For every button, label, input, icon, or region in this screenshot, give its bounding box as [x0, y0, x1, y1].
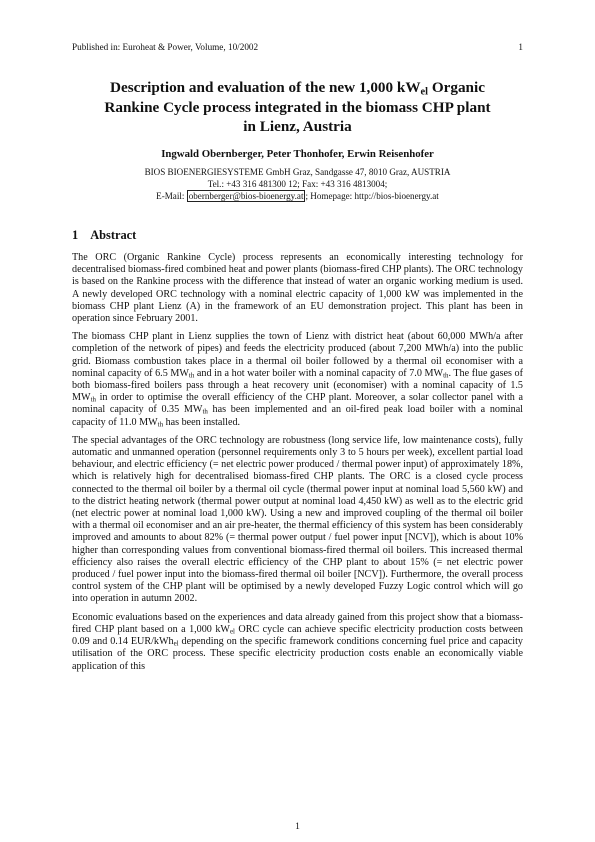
- paragraph-4: [72, 612, 523, 673]
- title-line-1: [72, 78, 523, 98]
- affiliation-address: BIOS BIOENERGIESYSTEME GmbH Graz, Sandgasse 47, 8010 Graz, AUSTRIA: [144, 167, 451, 177]
- email-label: E-Mail:: [156, 191, 187, 201]
- paper-title: [72, 78, 523, 137]
- sub-el: el: [229, 628, 235, 636]
- p2-e: has been implemented and an oil-fired peak load boiler with a nominal capacity of 11.0 MW: [72, 404, 523, 428]
- p2-a: The biomass CHP plant in Lienz supplies the town of Lienz with district heat (about 60,000 MWh/a after completion of the network of pipes) and feeds the electricity produced (about 7,200 MWh/a) into the public grid. Biomass combustion takes place in a thermal oil boiler followed by a thermal oil economiser with a nominal capacity of 6.5 MW: [72, 331, 523, 379]
- title-line-3: in Lienz, Austria: [243, 118, 352, 135]
- sub-th: th: [90, 396, 96, 404]
- title-subscript: el: [420, 86, 429, 98]
- header-page-number: 1: [518, 42, 523, 52]
- p2-f: has been installed.: [163, 416, 241, 428]
- sub-el: el: [173, 640, 179, 648]
- section-title: Abstract: [90, 228, 137, 242]
- affiliation: [72, 166, 523, 202]
- publication-info: Published in: Euroheat & Power, Volume, 10/2002: [72, 42, 259, 52]
- section-heading: [72, 228, 136, 243]
- title-line-2: Rankine Cycle process integrated in the biomass CHP plant: [104, 98, 491, 116]
- affiliation-contact: [72, 190, 523, 202]
- paragraph-2: [72, 331, 523, 429]
- affiliation-phone: Tel.: +43 316 481300 12; Fax: +43 316 4813004;: [207, 179, 388, 189]
- sub-th: th: [157, 421, 164, 429]
- authors: Ingwald Obernberger, Peter Thonhofer, Erwin Reisenhofer: [161, 148, 434, 160]
- paragraph-1: The ORC (Organic Rankine Cycle) process represents an economically interesting technology for decentralised biomass-fired combined heat and power plants (biomass-fired CHP plants). The ORC technology is based on the Rankine process with the difference that instead of water an organic working medium is used. A newly developed ORC technology with a nominal electric capacity of 1,000 kW was implemented in the biomass CHP plant Lienz (A) in the framework of an EU demonstration project. This plant has been in operation since February 2001.: [72, 252, 523, 325]
- section-number: 1: [72, 228, 79, 242]
- running-header: [72, 42, 523, 52]
- sub-th: th: [443, 372, 449, 380]
- p4-b: ORC cycle can achieve specific electricity production costs between 0.09 and 0.14 EUR/kWh: [72, 623, 523, 648]
- sub-th: th: [202, 409, 208, 417]
- p4-c: depending on the specific framework conditions concerning fuel price and capacity utilisation of the ORC process. These specific electricity production costs enable an economically viable application of this: [72, 636, 523, 672]
- sub-th: th: [188, 372, 195, 380]
- title-line-1-a: Description and evaluation of the new 1,000 kW: [110, 79, 421, 96]
- abstract-body: [72, 252, 523, 679]
- title-line-1-b: Organic: [428, 79, 485, 96]
- p4-a: Economic evaluations based on the experiences and data already gained from this project show that a biomass-fired CHP plant based on a 1,000 kW: [72, 611, 523, 635]
- p2-d: in order to optimise the overall efficiency of the CHP plant. Moreover, a solar collector panel with a nominal capacity of 0.35 MW: [72, 392, 523, 416]
- p2-c: . The flue gases of both biomass-fired boilers pass through a heat recovery unit (economiser) with a nominal capacity of 1.5 MW: [72, 367, 523, 404]
- p2-b: and in a hot water boiler with a nominal capacity of 7.0 MW: [194, 367, 444, 379]
- footer-page-number: 1: [295, 822, 300, 832]
- paragraph-3: The special advantages of the ORC technology are robustness (long service life, low maintenance costs), fully automatic and unmanned operation (personnel requirements only 3 to 5 hours per week), excellent partial load behaviour, and electric efficiency (= net electric power produced / thermal power input) of approximately 18%, which is relatively high for decentralised biomass-fired CHP plants. The ORC is a closed cycle process connected to the thermal oil boiler by a thermal oil cycle (thermal power input at nominal load 5,560 kW) and to the district heating network (thermal power output at nominal load 4,450 kW) as well as to the electric grid (net electric power at nominal load 1,000 kW). Using a new and improved coupling of the thermal oil boiler with a thermal oil economiser and an air pre-heater, the thermal efficiency of this system has been considerably improved and amounts to about 82% (= thermal power output / fuel power input [NCV]), which is about 10% higher than corresponding values from conventional biomass-fired thermal oil boilers. This increased thermal efficiency also raises the overall electric efficiency of the CHP plant to about 15% (= net electric power produced / fuel power input into the biomass-fired thermal oil boiler [NCV]). Furthermore, the overall process control system of the CHP plant will be optimised by a newly developed Fuzzy Logic control which will go into operation in autumn 2002.: [72, 434, 523, 605]
- email-link[interactable]: obernberger@bios-bioenergy.at: [188, 191, 304, 201]
- homepage-text: ; Homepage: http://bios-bioenergy.at: [305, 191, 439, 201]
